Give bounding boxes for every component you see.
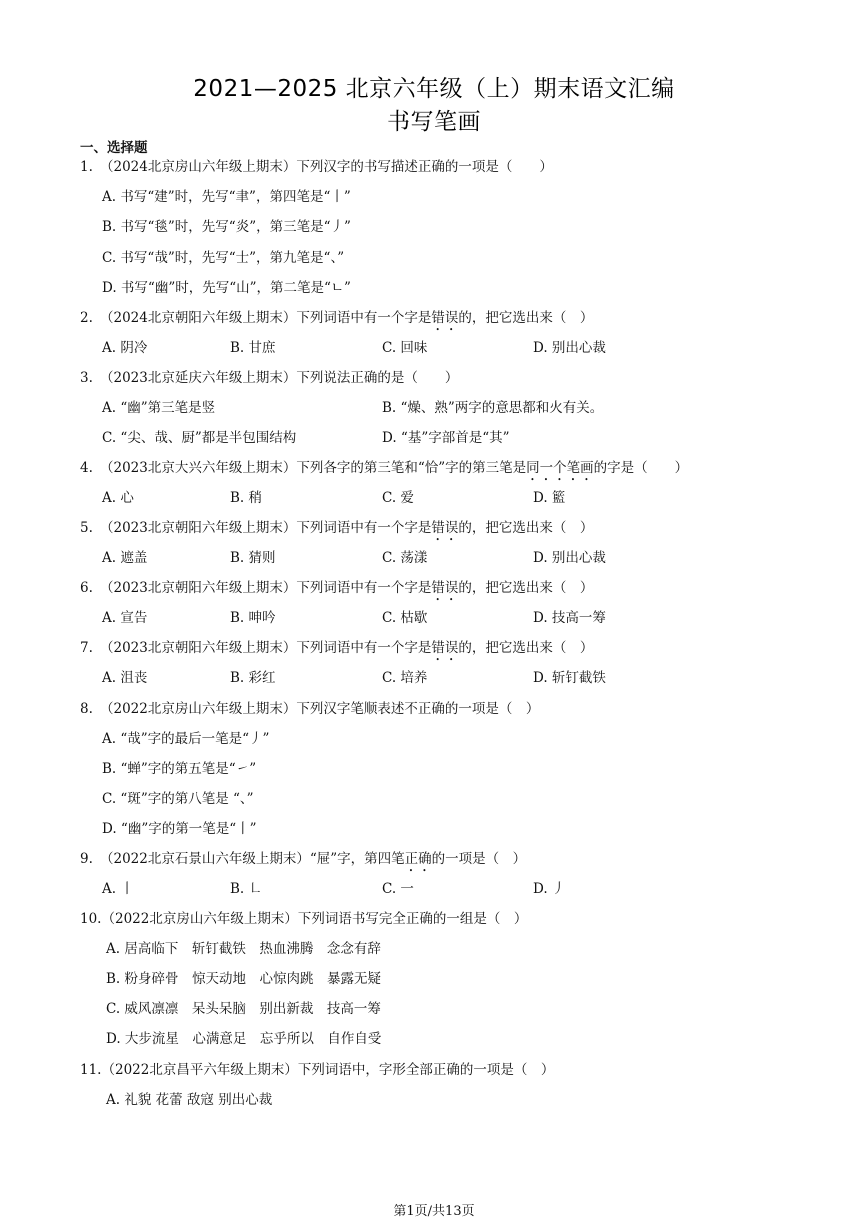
question-2-option-b[interactable]: B. 甘庶 <box>230 340 276 356</box>
question-4-option-b[interactable]: B. 稍 <box>230 490 263 506</box>
question-5-option-b[interactable]: B. 猜则 <box>230 550 276 566</box>
question-3-option-b[interactable]: B. “燥、熟”两字的意思都和火有关。 <box>382 400 604 416</box>
question-7-option-d[interactable]: D. 斩钉截铁 <box>533 670 606 686</box>
question-6: 6. （2023北京朝阳六年级上期末）下列词语中有一个字是错误的，把它选出来（ ） <box>80 580 594 596</box>
question-5-option-a[interactable]: A. 遮盖 <box>102 550 148 566</box>
section-heading: 一、选择题 <box>80 140 148 156</box>
question-10-option-a[interactable]: A. 居高临下 斩钉截铁 热血沸腾 念念有辞 <box>106 941 381 957</box>
question-4: 4. （2023北京大兴六年级上期末）下列各字的第三笔和“恰”字的第三笔是同一个笔画的字是（ ） <box>80 460 689 476</box>
question-3-option-a[interactable]: A. “幽”第三笔是竖 <box>102 400 216 416</box>
question-7-option-b[interactable]: B. 彩红 <box>230 670 276 686</box>
question-11: 11.（2022北京昌平六年级上期末）下列词语中，字形全部正确的一项是（ ） <box>80 1062 555 1078</box>
question-6-option-a[interactable]: A. 宣告 <box>102 610 148 626</box>
question-11-option-a[interactable]: A. 礼貌 花蕾 敌寇 别出心裁 <box>106 1092 273 1108</box>
page-subtitle: 书写笔画 <box>387 109 481 135</box>
question-10-option-d[interactable]: D. 大步流星 心满意足 忘乎所以 自作自受 <box>106 1031 382 1047</box>
question-10: 10.（2022北京房山六年级上期末）下列词语书写完全正确的一组是（ ） <box>80 911 528 927</box>
question-7: 7. （2023北京朝阳六年级上期末）下列词语中有一个字是错误的，把它选出来（ ） <box>80 640 594 656</box>
question-8-option-b[interactable]: B. “蝉”字的第五笔是“㇀” <box>102 761 257 777</box>
question-7-option-a[interactable]: A. 沮丧 <box>102 670 148 686</box>
page-title: 2021—2025 北京六年级（上）期末语文汇编 <box>193 76 675 102</box>
question-10-option-c[interactable]: C. 威风凛凛 呆头呆脑 别出新裁 技高一筹 <box>106 1001 381 1017</box>
question-1-option-a[interactable]: A. 书写“建”时，先写“聿”，第四笔是“丨” <box>102 189 351 205</box>
question-6-option-b[interactable]: B. 呻吟 <box>230 610 276 626</box>
page-footer: 第1页/共13页 <box>393 1204 475 1219</box>
question-3-option-c[interactable]: C. “尖、哉、厨”都是半包围结构 <box>102 430 297 446</box>
question-8-option-d[interactable]: D. “幽”字的第一笔是“丨” <box>102 821 257 837</box>
question-4-option-c[interactable]: C. 爱 <box>382 490 414 506</box>
question-9-option-d[interactable]: D. 丿 <box>533 881 566 897</box>
question-9-option-b[interactable]: B. ㇗ <box>230 881 263 897</box>
question-5-option-d[interactable]: D. 别出心裁 <box>533 550 606 566</box>
question-3-option-d[interactable]: D. “基”字部首是“其” <box>382 430 510 446</box>
question-5: 5. （2023北京朝阳六年级上期末）下列词语中有一个字是错误的，把它选出来（ ） <box>80 520 594 536</box>
question-1-option-d[interactable]: D. 书写“幽”时，先写“山”，第二笔是“ㄴ” <box>102 280 351 296</box>
question-10-option-b[interactable]: B. 粉身碎骨 惊天动地 心惊肉跳 暴露无疑 <box>106 971 382 987</box>
question-8-option-a[interactable]: A. “哉”字的最后一笔是“丿” <box>102 731 270 747</box>
question-4-option-a[interactable]: A. 心 <box>102 490 134 506</box>
question-1-option-b[interactable]: B. 书写“毯”时，先写“炎”，第三笔是“丿” <box>102 219 351 235</box>
question-7-option-c[interactable]: C. 培养 <box>382 670 428 686</box>
question-4-option-d[interactable]: D. 籃 <box>533 490 566 506</box>
question-8-option-c[interactable]: C. “斑”字的第八笔是 “、” <box>102 791 254 807</box>
question-9-option-a[interactable]: A. 丨 <box>102 881 134 897</box>
question-9: 9. （2022北京石景山六年级上期末）“屉”字，第四笔正确的一项是（ ） <box>80 851 527 867</box>
question-3: 3. （2023北京延庆六年级上期末）下列说法正确的是（ ） <box>80 370 459 386</box>
question-1: 1. （2024北京房山六年级上期末）下列汉字的书写描述正确的一项是（ ） <box>80 159 553 175</box>
question-8: 8. （2022北京房山六年级上期末）下列汉字笔顺表述不正确的一项是（ ） <box>80 701 540 717</box>
question-6-option-c[interactable]: C. 枯歇 <box>382 610 428 626</box>
question-2-option-a[interactable]: A. 阴冷 <box>102 340 148 356</box>
question-2-option-d[interactable]: D. 别出心裁 <box>533 340 606 356</box>
question-1-option-c[interactable]: C. 书写“哉”时，先写“士”，第九笔是“、” <box>102 250 345 266</box>
question-2-option-c[interactable]: C. 回味 <box>382 340 428 356</box>
question-5-option-c[interactable]: C. 荡漾 <box>382 550 428 566</box>
question-9-option-c[interactable]: C. 一 <box>382 881 414 897</box>
question-2: 2. （2024北京朝阳六年级上期末）下列词语中有一个字是错误的，把它选出来（ ） <box>80 310 594 326</box>
question-6-option-d[interactable]: D. 技高一筹 <box>533 610 606 626</box>
